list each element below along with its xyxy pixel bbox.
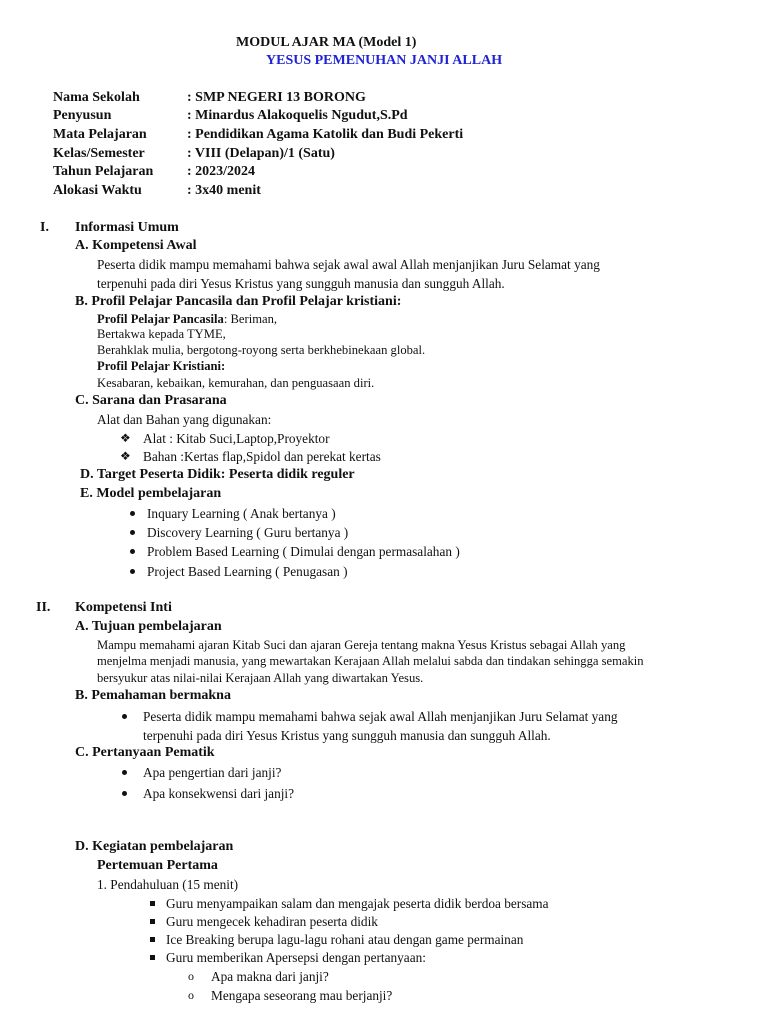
subsection-title: D. Kegiatan pembelajaran (75, 839, 234, 854)
info-label: Tahun Pelajaran (53, 164, 154, 179)
paragraph-line (97, 313, 277, 326)
bullet-icon (130, 530, 135, 535)
document-subtitle: YESUS PEMENUHAN JANJI ALLAH (266, 53, 503, 68)
step-title: 1. Pendahuluan (15 menit) (97, 877, 239, 892)
subsection-title: B. Pemahaman bermakna (75, 688, 231, 703)
subsection-title: D. Target Peserta Didik: Peserta didik reguler (80, 467, 355, 482)
subsection-title: C. Pertanyaan Pematik (75, 745, 215, 760)
paragraph-line: Berahklak mulia, bergotong-royong serta berkhebinekaan global. (97, 343, 426, 357)
info-label: Nama Sekolah (53, 90, 140, 105)
paragraph-line: bersyukur atas nilai-nilai Kerajaan Allah yang diwartakan Yesus. (97, 671, 424, 685)
list-item: terpenuhi pada diri Yesus Kristus yang sungguh manusia dan sungguh Allah. (143, 728, 551, 743)
paragraph-line: Peserta didik mampu memahami bahwa sejak awal awal Allah menjanjikan Juru Selamat yang (97, 257, 600, 272)
sub-list-item: Mengapa seseorang mau berjanji? (211, 988, 393, 1003)
subsection-title: A. Kompetensi Awal (75, 238, 197, 253)
list-item: Ice Breaking berupa lagu-lagu rohani atau dengan game permainan (166, 932, 524, 947)
square-bullet-icon (150, 919, 155, 924)
paragraph-line: Kesabaran, kebaikan, kemurahan, dan penguasaan diri. (97, 376, 375, 390)
profile-label: Profil Pelajar Kristiani: (97, 359, 226, 373)
bullet-icon (130, 549, 135, 554)
info-value: : 2023/2024 (187, 164, 256, 179)
paragraph-line: Bertakwa kepada TYME, (97, 327, 226, 341)
list-item: Inquary Learning ( Anak bertanya ) (147, 506, 336, 521)
profile-text: : Beriman, (223, 312, 278, 326)
subsection-title: A. Tujuan pembelajaran (75, 619, 222, 634)
profile-label: Profil Pelajar Pancasila (97, 312, 224, 326)
list-item: Guru menyampaikan salam dan mengajak peserta didik berdoa bersama (166, 896, 549, 911)
bullet-icon (130, 569, 135, 574)
square-bullet-icon (150, 901, 155, 906)
info-label: Mata Pelajaran (53, 127, 147, 142)
square-bullet-icon (150, 955, 155, 960)
bullet-icon (122, 791, 127, 796)
subsection-title: B. Profil Pelajar Pancasila dan Profil Pelajar kristiani: (75, 294, 402, 309)
info-value: : Pendidikan Agama Katolik dan Budi Pekerti (187, 127, 464, 142)
list-item: Bahan :Kertas flap,Spidol dan perekat kertas (143, 449, 381, 464)
info-value: : Minardus Alakoquelis Ngudut,S.Pd (187, 108, 408, 123)
info-label: Alokasi Waktu (53, 183, 142, 198)
list-item: Alat : Kitab Suci,Laptop,Proyektor (143, 431, 330, 446)
paragraph-line: menjelma menjadi manusia, yang mewartakan Kerajaan Allah melalui sabda dan tindakan sehingga semakin (97, 654, 644, 668)
list-item: Apa konsekwensi dari janji? (143, 786, 295, 801)
meeting-title: Pertemuan Pertama (97, 858, 218, 873)
diamond-bullet-icon: ❖ (120, 431, 131, 445)
info-value: : SMP NEGERI 13 BORONG (187, 90, 366, 105)
list-item: Problem Based Learning ( Dimulai dengan permasalahan ) (147, 544, 460, 559)
section-number: II. (36, 600, 51, 615)
paragraph-line: Alat dan Bahan yang digunakan: (97, 412, 272, 427)
info-label: Kelas/Semester (53, 146, 145, 161)
diamond-bullet-icon: ❖ (120, 449, 131, 463)
document-title: MODUL AJAR MA (Model 1) (236, 35, 417, 50)
list-item: Guru mengecek kehadiran peserta didik (166, 914, 378, 929)
circle-bullet-icon: o (188, 988, 194, 1002)
section-title: Kompetensi Inti (75, 600, 172, 615)
bullet-icon (122, 714, 127, 719)
list-item: Apa pengertian dari janji? (143, 765, 282, 780)
info-label: Penyusun (53, 108, 112, 123)
list-item: Project Based Learning ( Penugasan ) (147, 564, 348, 579)
info-value: : 3x40 menit (187, 183, 261, 198)
subsection-title: E. Model pembelajaran (80, 486, 222, 501)
list-item: Peserta didik mampu memahami bahwa sejak awal Allah menjanjikan Juru Selamat yang (143, 709, 618, 724)
bullet-icon (130, 511, 135, 516)
section-title: Informasi Umum (75, 220, 179, 235)
paragraph-line: Mampu memahami ajaran Kitab Suci dan ajaran Gereja tentang makna Yesus Kristus sebagai Allah yang (97, 638, 626, 652)
list-item: Discovery Learning ( Guru bertanya ) (147, 525, 349, 540)
info-value: : VIII (Delapan)/1 (Satu) (187, 146, 335, 161)
bullet-icon (122, 770, 127, 775)
subsection-title: C. Sarana dan Prasarana (75, 393, 227, 408)
list-item: Guru memberikan Apersepsi dengan pertanyaan: (166, 950, 426, 965)
paragraph-line: terpenuhi pada diri Yesus Kristus yang sungguh manusia dan sungguh Allah. (97, 276, 505, 291)
circle-bullet-icon: o (188, 969, 194, 983)
square-bullet-icon (150, 937, 155, 942)
sub-list-item: Apa makna dari janji? (211, 969, 329, 984)
section-number: I. (40, 220, 49, 235)
